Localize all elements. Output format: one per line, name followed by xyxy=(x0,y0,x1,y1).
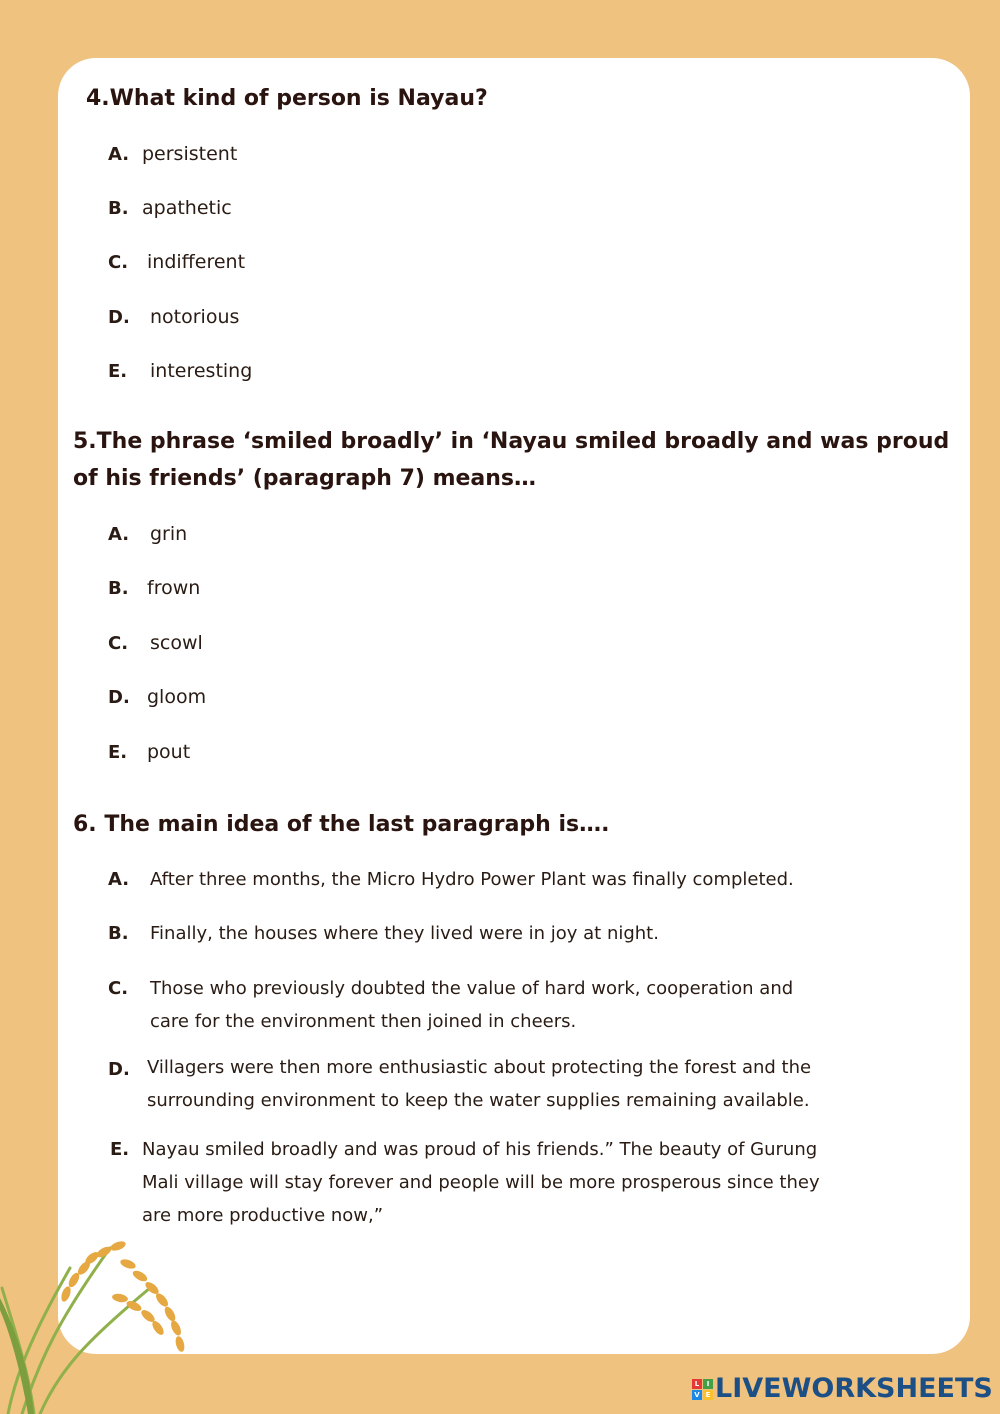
q4-option-c[interactable] xyxy=(108,246,948,279)
option-letter: B. xyxy=(108,198,129,219)
q4-option-b[interactable] xyxy=(108,192,948,225)
option-letter: E. xyxy=(108,361,128,382)
option-letter: A. xyxy=(108,869,130,890)
q6-option-b[interactable] xyxy=(108,917,948,950)
option-letter: B. xyxy=(108,923,129,944)
option-text: persistent xyxy=(142,143,238,165)
q6-option-a[interactable] xyxy=(108,863,948,896)
question-6 xyxy=(73,806,609,843)
option-text-line-1: Villagers were then more enthusiastic about protecting the forest and the xyxy=(147,1057,812,1078)
option-text: gloom xyxy=(147,686,207,708)
option-letter: C. xyxy=(108,252,129,273)
q4-option-e[interactable] xyxy=(108,355,948,388)
brand-name: LIVEWORKSHEETS xyxy=(715,1373,993,1404)
option-text: scowl xyxy=(150,632,203,654)
logo-letter-i: I xyxy=(703,1379,713,1389)
option-text: apathetic xyxy=(142,197,232,219)
option-letter: C. xyxy=(108,978,129,999)
rice-plant-icon xyxy=(0,1228,230,1414)
q5-option-c[interactable] xyxy=(108,627,948,660)
option-letter: A. xyxy=(108,524,130,545)
question-6-line-1: 6. The main idea of the last paragraph is…. xyxy=(73,812,610,837)
q5-option-b[interactable] xyxy=(108,572,948,605)
option-text: interesting xyxy=(150,360,253,382)
liveworksheets-logo[interactable] xyxy=(692,1372,993,1406)
question-5-line-2: of his friends’ (paragraph 7) means… xyxy=(73,466,537,491)
q4-option-a[interactable] xyxy=(108,138,948,171)
q5-option-d[interactable] xyxy=(108,681,948,714)
option-text-line-3: are more productive now,” xyxy=(142,1205,384,1226)
option-text-line-1: Nayau smiled broadly and was proud of his friends.” The beauty of Gurung xyxy=(142,1139,818,1160)
option-text-line-2: care for the environment then joined in cheers. xyxy=(150,1011,577,1032)
option-letter: E. xyxy=(108,742,128,763)
option-letter: D. xyxy=(108,1059,130,1080)
option-text: indifferent xyxy=(147,251,246,273)
q5-option-a[interactable] xyxy=(108,518,948,551)
q5-option-e[interactable] xyxy=(108,736,948,769)
option-letter: A. xyxy=(108,144,130,165)
option-text-line-1: Those who previously doubted the value of hard work, cooperation and xyxy=(150,978,794,999)
logo-letter-e: E xyxy=(703,1390,713,1400)
option-text: After three months, the Micro Hydro Power Plant was finally completed. xyxy=(150,869,794,890)
logo-letter-v: V xyxy=(692,1390,702,1400)
option-text: Finally, the houses where they lived were in joy at night. xyxy=(150,923,659,944)
question-4-line-1: 4.What kind of person is Nayau? xyxy=(86,86,488,111)
logo-letter-l: L xyxy=(692,1379,702,1389)
q6-option-c[interactable] xyxy=(108,972,948,1038)
option-text: pout xyxy=(147,741,191,763)
logo-grid-icon xyxy=(692,1379,713,1400)
q6-option-d[interactable] xyxy=(108,1051,948,1117)
option-letter: D. xyxy=(108,307,130,328)
option-letter: E. xyxy=(110,1139,130,1160)
option-letter: C. xyxy=(108,633,129,654)
option-text: frown xyxy=(147,577,201,599)
question-4 xyxy=(86,80,488,117)
q6-option-e[interactable] xyxy=(110,1133,950,1232)
option-text: grin xyxy=(150,523,188,545)
option-text-line-2: Mali village will stay forever and people will be more prosperous since they xyxy=(142,1172,820,1193)
q4-option-d[interactable] xyxy=(108,301,948,334)
option-text-line-2: surrounding environment to keep the water supplies remaining available. xyxy=(147,1090,810,1111)
question-5 xyxy=(73,423,949,497)
option-letter: D. xyxy=(108,687,130,708)
question-5-line-1: 5.The phrase ‘smiled broadly’ in ‘Nayau smiled broadly and was proud xyxy=(73,429,950,454)
option-text: notorious xyxy=(150,306,240,328)
option-letter: B. xyxy=(108,578,129,599)
